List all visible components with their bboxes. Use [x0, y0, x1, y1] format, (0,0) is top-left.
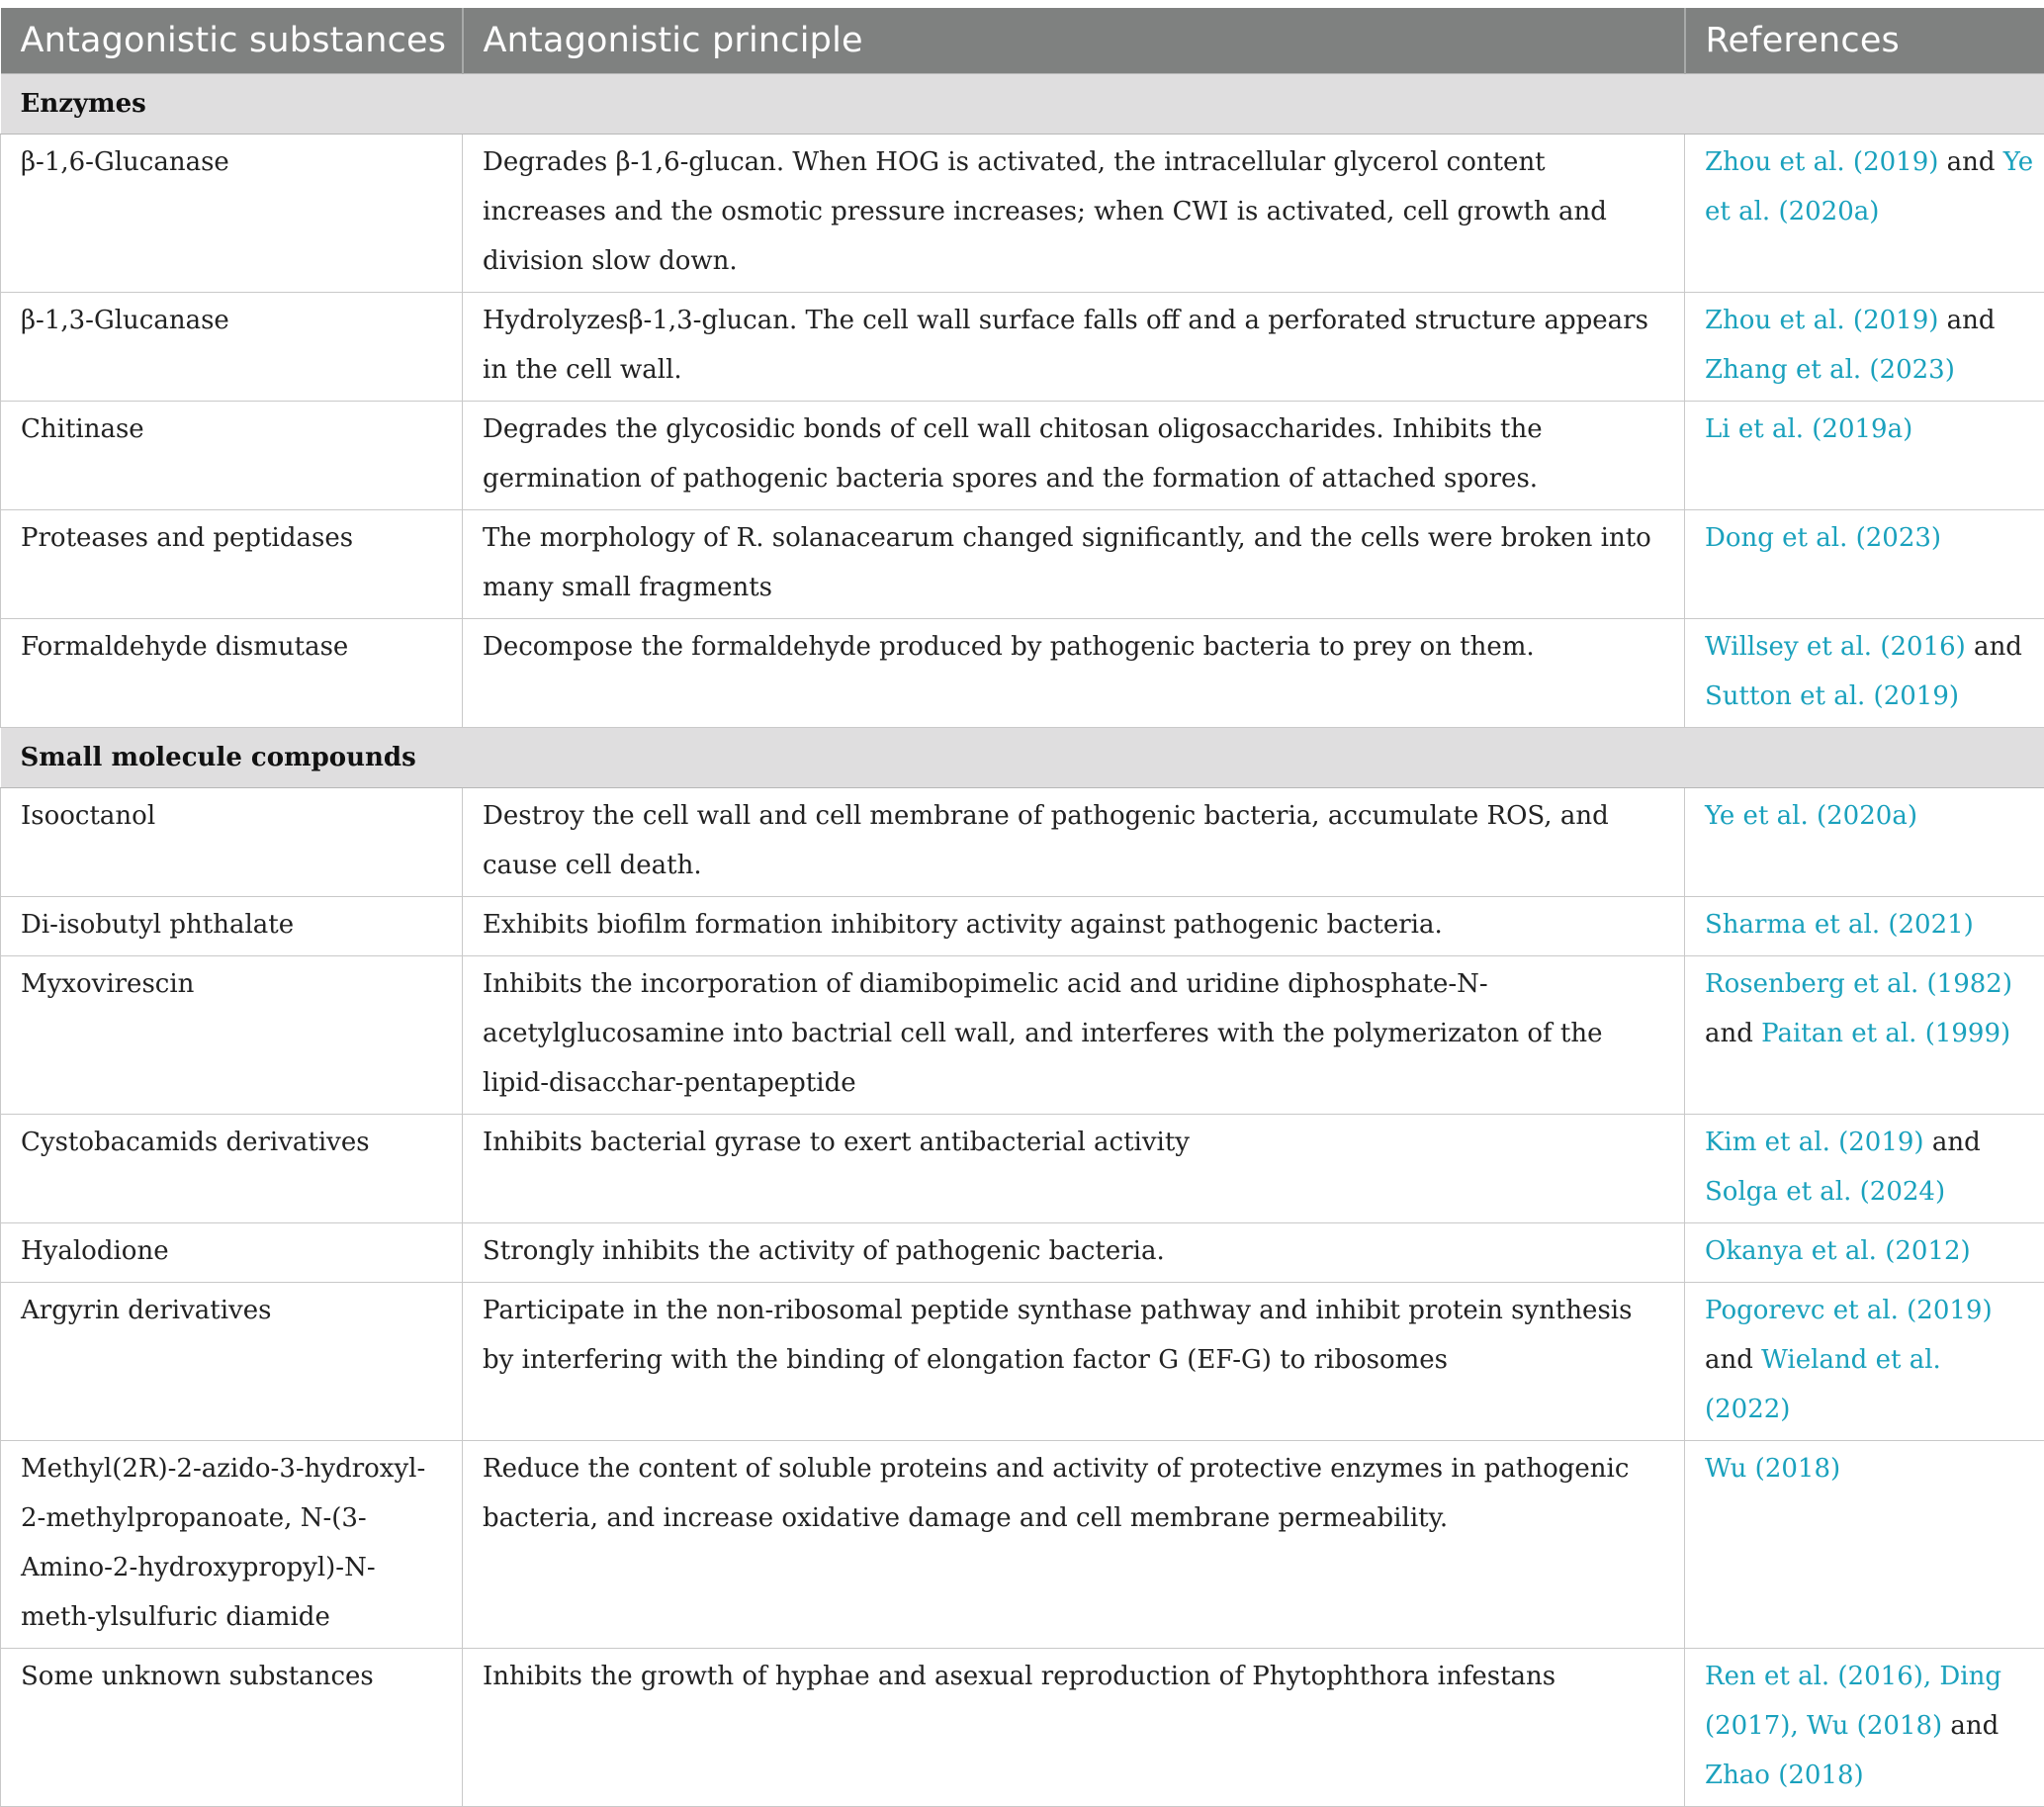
references-cell [1685, 135, 2044, 293]
antagonistic-substances-table-container [0, 8, 2044, 1807]
table-row [1, 135, 2044, 293]
reference-separator: and [1942, 1711, 1999, 1741]
section-title: Small molecule compounds [1, 728, 2044, 788]
principle-cell: Strongly inhibits the activity of pathogenic bacteria. [463, 1223, 1685, 1283]
reference-link[interactable]: Willsey et al. (2016) [1705, 632, 1966, 662]
references-cell [1685, 293, 2044, 402]
principle-cell: Inhibits the incorporation of diamibopimelic acid and uridine diphosphate-N-acetylglucosamine into bactrial cell wall, and interferes with the polymerizaton of the lipid-disacchar-pentapeptide [463, 956, 1685, 1115]
reference-link[interactable]: Sharma et al. (2021) [1705, 910, 1974, 940]
reference-link[interactable]: Li et al. (2019a) [1705, 414, 1912, 444]
reference-link[interactable]: Rosenberg et al. (1982) [1705, 969, 2012, 999]
reference-link[interactable]: Ye et al. (2020a) [1705, 801, 1917, 831]
reference-separator: and [1938, 147, 2002, 177]
principle-cell: Inhibits bacterial gyrase to exert antibacterial activity [463, 1115, 1685, 1223]
reference-separator: and [1705, 1019, 1761, 1048]
table-row [1, 402, 2044, 510]
principle-cell: Hydrolyzesβ-1,3-glucan. The cell wall surface falls off and a perforated structure appears in the cell wall. [463, 293, 1685, 402]
references-cell [1685, 1115, 2044, 1223]
substance-cell: β-1,3-Glucanase [1, 293, 463, 402]
principle-cell: Exhibits biofilm formation inhibitory activity against pathogenic bacteria. [463, 897, 1685, 956]
substance-cell: Chitinase [1, 402, 463, 510]
table-row [1, 956, 2044, 1115]
substance-cell: Argyrin derivatives [1, 1283, 463, 1441]
reference-link[interactable]: Ding (2017) [1705, 1662, 2001, 1741]
table-row [1, 510, 2044, 619]
substance-cell: Proteases and peptidases [1, 510, 463, 619]
reference-link[interactable]: Ye et al. (2020a) [1705, 147, 2033, 226]
reference-link[interactable]: Paitan et al. (1999) [1761, 1019, 2010, 1048]
reference-separator: and [1924, 1128, 1981, 1157]
references-cell [1685, 619, 2044, 728]
substance-cell: β-1,6-Glucanase [1, 135, 463, 293]
table-row [1, 788, 2044, 897]
reference-separator: and [1938, 306, 1995, 335]
principle-cell: Inhibits the growth of hyphae and asexual reproduction of Phytophthora infestans [463, 1649, 1685, 1807]
principle-cell: Degrades β-1,6-glucan. When HOG is activated, the intracellular glycerol content increases and the osmotic pressure increases; when CWI is activated, cell growth and division slow down. [463, 135, 1685, 293]
table-row [1, 619, 2044, 728]
principle-cell: The morphology of R. solanacearum changed significantly, and the cells were broken into many small fragments [463, 510, 1685, 619]
principle-cell: Reduce the content of soluble proteins and activity of protective enzymes in pathogenic bacteria, and increase oxidative damage and cell membrane permeability. [463, 1441, 1685, 1649]
references-cell [1685, 1441, 2044, 1649]
reference-link[interactable]: Okanya et al. (2012) [1705, 1236, 1971, 1266]
substance-cell: Isooctanol [1, 788, 463, 897]
reference-link[interactable]: Wu (2018) [1705, 1454, 1840, 1484]
principle-cell: Destroy the cell wall and cell membrane of pathogenic bacteria, accumulate ROS, and cause cell death. [463, 788, 1685, 897]
substance-cell: Myxovirescin [1, 956, 463, 1115]
table-row [1, 1223, 2044, 1283]
substance-cell: Formaldehyde dismutase [1, 619, 463, 728]
reference-link[interactable]: Sutton et al. (2019) [1705, 681, 1959, 711]
reference-link[interactable]: Pogorevc et al. (2019) [1705, 1296, 1993, 1325]
substance-cell: Some unknown substances [1, 1649, 463, 1807]
references-cell [1685, 510, 2044, 619]
references-cell [1685, 402, 2044, 510]
references-cell [1685, 1223, 2044, 1283]
section-row [1, 728, 2044, 788]
reference-link[interactable]: Kim et al. (2019) [1705, 1128, 1924, 1157]
references-cell [1685, 897, 2044, 956]
reference-link[interactable]: Ren et al. (2016) [1705, 1662, 1923, 1691]
references-cell [1685, 788, 2044, 897]
principle-cell: Decompose the formaldehyde produced by pathogenic bacteria to prey on them. [463, 619, 1685, 728]
substance-cell: Di-isobutyl phthalate [1, 897, 463, 956]
antagonistic-substances-table [0, 8, 2044, 1807]
reference-link[interactable]: Zhao (2018) [1705, 1761, 1864, 1790]
table-header [1, 8, 2044, 74]
header-principle: Antagonistic principle [463, 8, 1685, 74]
principle-cell: Degrades the glycosidic bonds of cell wall chitosan oligosaccharides. Inhibits the germination of pathogenic bacteria spores and the formation of attached spores. [463, 402, 1685, 510]
header-references: References [1685, 8, 2044, 74]
reference-link[interactable]: Wu (2018) [1807, 1711, 1942, 1741]
header-row [1, 8, 2044, 74]
reference-link[interactable]: , [1923, 1662, 1940, 1691]
reference-link[interactable]: Dong et al. (2023) [1705, 523, 1941, 553]
substance-cell: Cystobacamids derivatives [1, 1115, 463, 1223]
references-cell [1685, 956, 2044, 1115]
table-row [1, 293, 2044, 402]
references-cell [1685, 1649, 2044, 1807]
reference-link[interactable]: Zhang et al. (2023) [1705, 355, 1955, 385]
table-row [1, 1649, 2044, 1807]
reference-link[interactable]: Zhou et al. (2019) [1705, 147, 1938, 177]
section-title: Enzymes [1, 74, 2044, 135]
references-cell [1685, 1283, 2044, 1441]
reference-separator: and [1966, 632, 2022, 662]
principle-cell: Participate in the non-ribosomal peptide synthase pathway and inhibit protein synthesis by interfering with the binding of elongation factor G (EF-G) to ribosomes [463, 1283, 1685, 1441]
substance-cell: Methyl(2R)-2-azido-3-hydroxyl-2-methylpropanoate, N-(3-Amino-2-hydroxypropyl)-N-meth-ylsulfuric diamide [1, 1441, 463, 1649]
table-row [1, 897, 2044, 956]
header-substances: Antagonistic substances [1, 8, 463, 74]
table-body [1, 74, 2044, 1807]
table-row [1, 1115, 2044, 1223]
reference-separator: and [1705, 1345, 1761, 1375]
reference-link[interactable]: , [1790, 1711, 1807, 1741]
reference-link[interactable]: Zhou et al. (2019) [1705, 306, 1938, 335]
table-row [1, 1283, 2044, 1441]
section-row [1, 74, 2044, 135]
reference-link[interactable]: Wieland et al. (2022) [1705, 1345, 1941, 1424]
reference-link[interactable]: Solga et al. (2024) [1705, 1177, 1945, 1207]
table-row [1, 1441, 2044, 1649]
substance-cell: Hyalodione [1, 1223, 463, 1283]
